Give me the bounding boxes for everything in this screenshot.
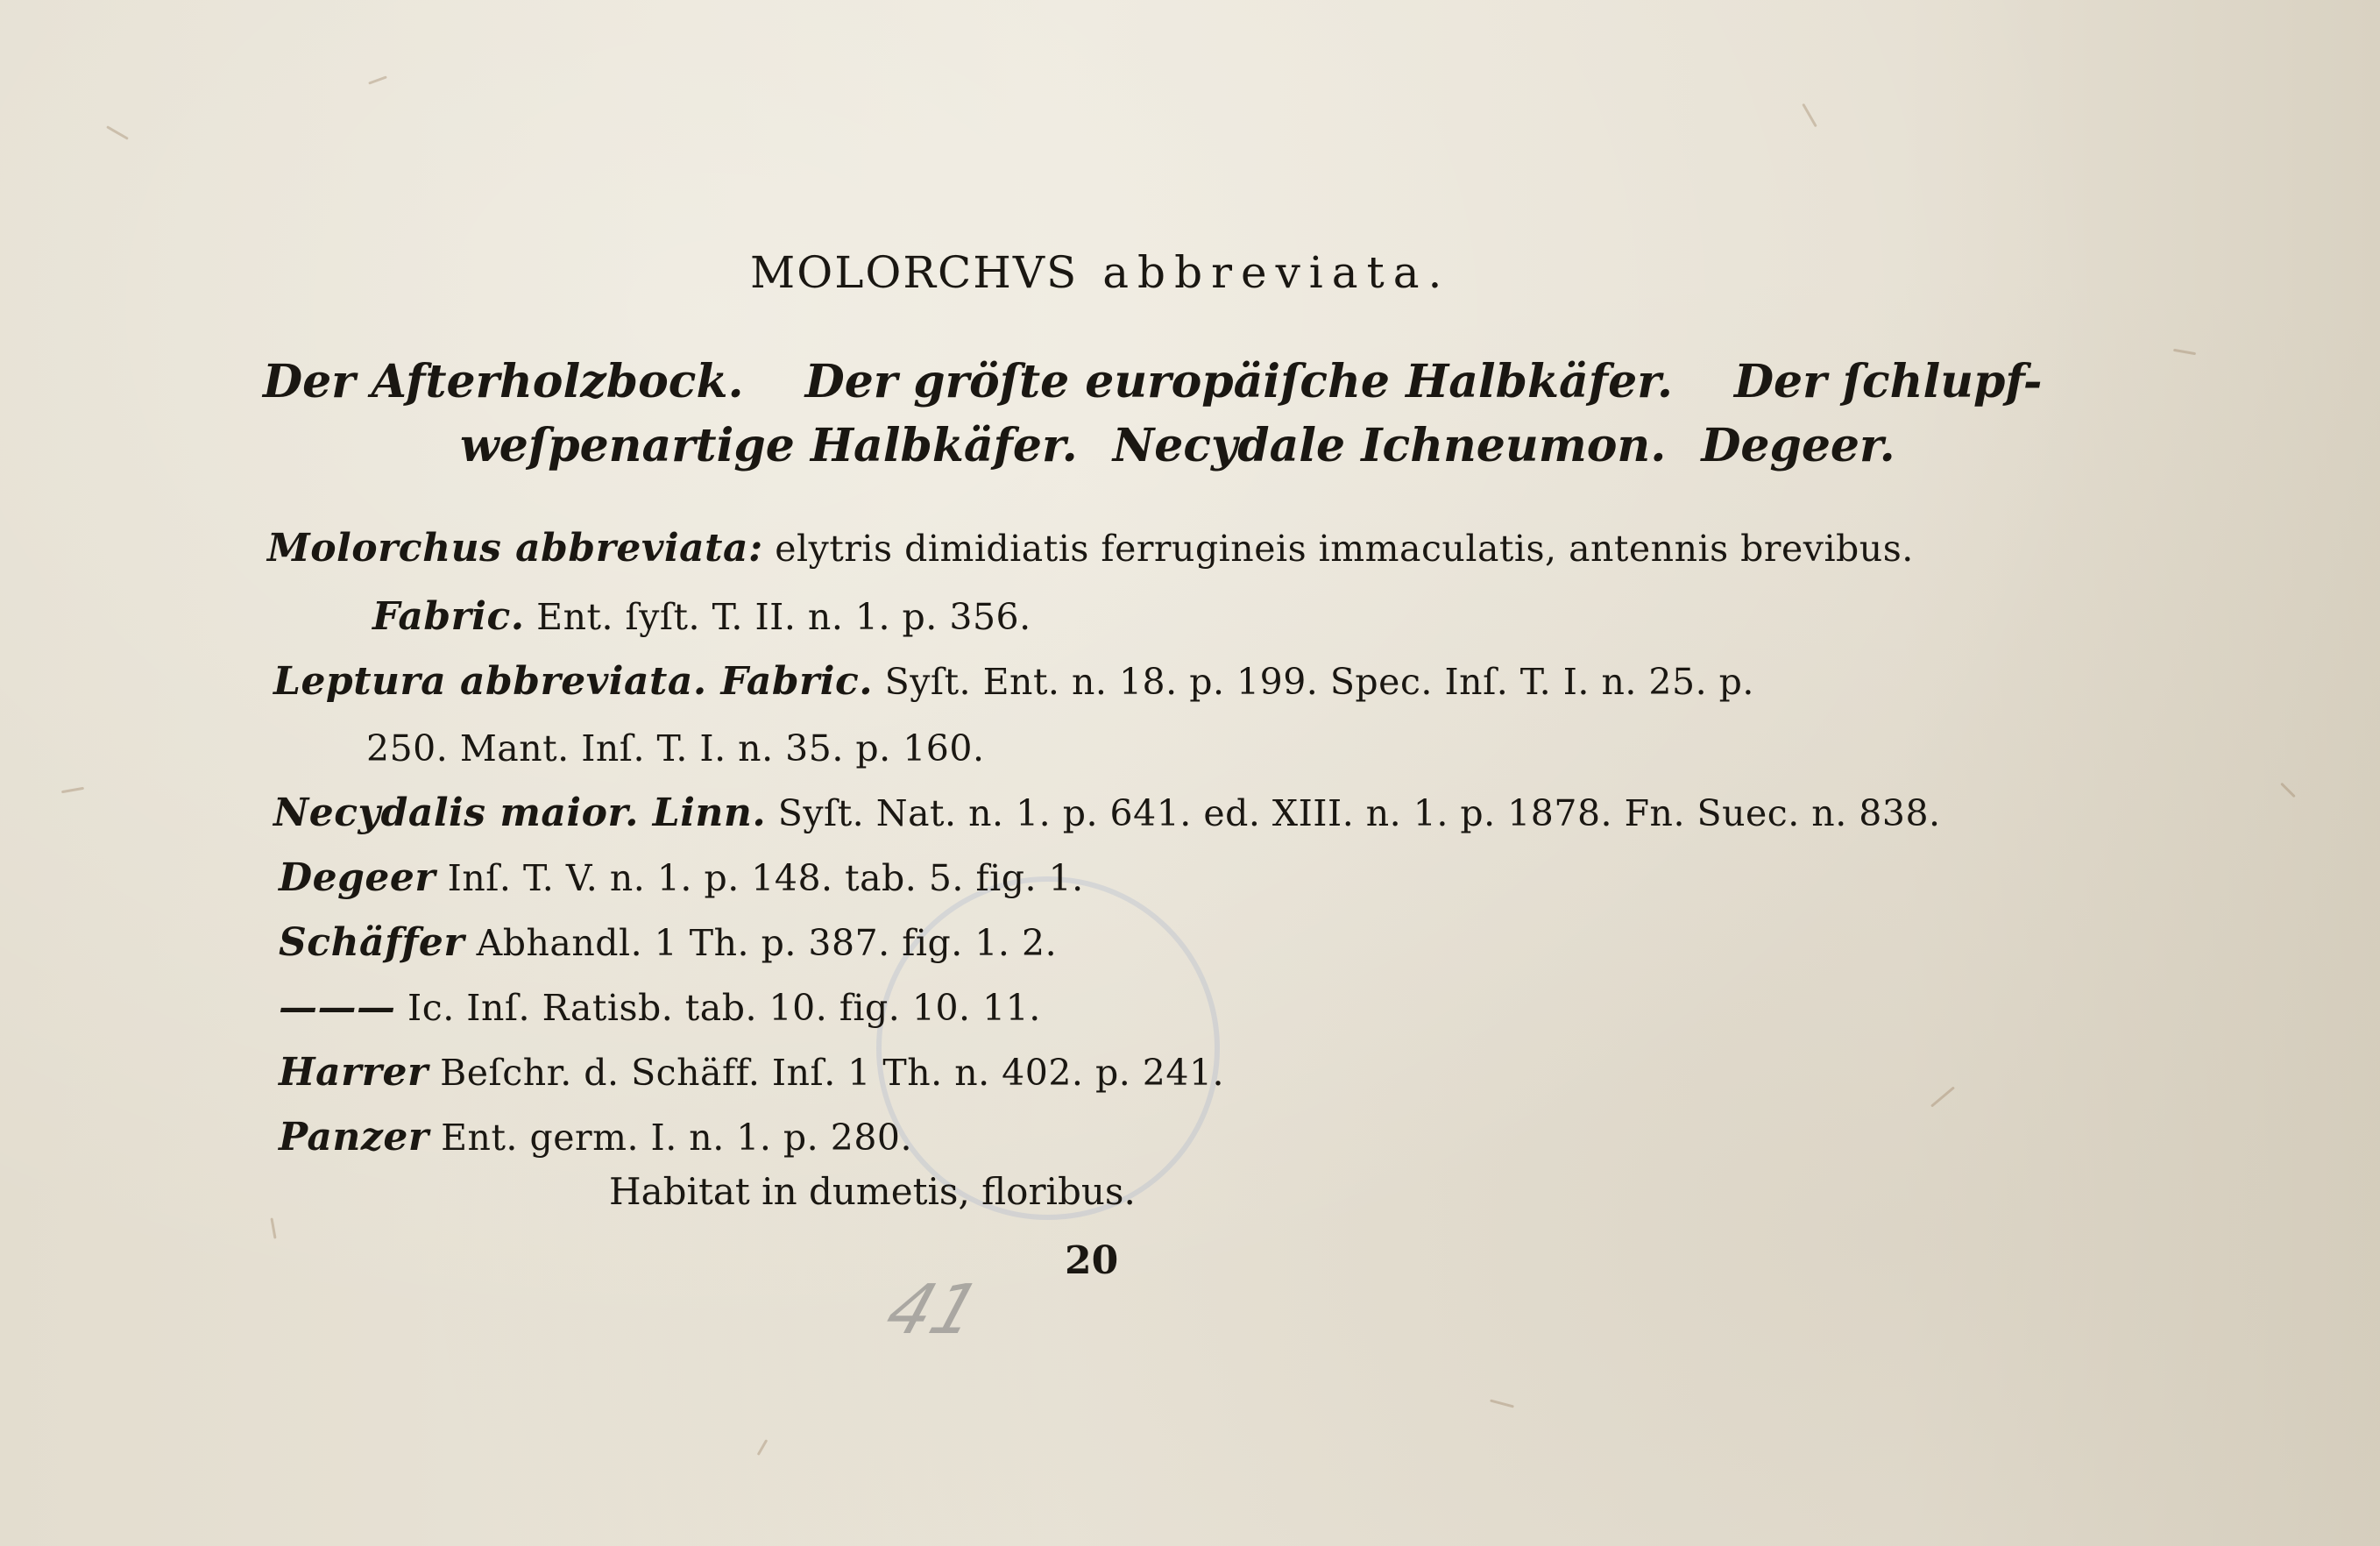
- synonym-author: Degeer: [279, 855, 436, 900]
- synonym-text: Ent. ſyſt. T. II. n. 1. p. 356.: [524, 596, 1031, 638]
- synonym-author: Harrer: [279, 1050, 429, 1095]
- german-name: Der gröſte europäiſche Halbkäfer.: [804, 355, 1673, 408]
- page-title: [750, 247, 1450, 298]
- paper-fibre: [2173, 349, 2196, 355]
- synonym-author: Fabric.: [372, 594, 525, 639]
- synonym-text: Abhandl. 1 Th. p. 387. fig. 1. 2.: [464, 922, 1058, 964]
- synonym-line: [279, 855, 1084, 900]
- synonym-line: [279, 1115, 912, 1160]
- paper-fibre: [757, 1439, 769, 1456]
- paper-fibre: [2280, 783, 2296, 798]
- synonym-text: Inſ. T. V. n. 1. p. 148. tab. 5. fig. 1.: [436, 857, 1084, 899]
- synonym-line: [366, 726, 985, 770]
- synonym-text: Ic. Inſ. Ratisb. tab. 10. fig. 10. 11.: [395, 987, 1041, 1029]
- paper-fibre: [1930, 1086, 1955, 1107]
- habitat-line: Habitat in dumetis, floribus.: [609, 1170, 1136, 1213]
- synonym-author: Leptura abbreviata. Fabric.: [273, 659, 874, 704]
- synonym-text: Syſt. Ent. n. 18. p. 199. Spec. Inſ. T. I. n. 25. p.: [873, 661, 1754, 703]
- title-genus: MOLORCHVS: [750, 247, 1079, 298]
- synonym-line: [279, 920, 1057, 965]
- german-name: Necydale Ichneumon.: [1112, 419, 1667, 472]
- synonym-line: [273, 791, 1941, 835]
- german-names-line-1: [263, 355, 2043, 408]
- synonym-author: Necydalis maior. Linn.: [273, 791, 767, 835]
- page-number: 20: [1065, 1238, 1119, 1283]
- paper-fibre: [1490, 1399, 1514, 1408]
- synonym-author: Panzer: [279, 1115, 429, 1160]
- german-name: Degeer.: [1701, 419, 1895, 472]
- synonym-line: [372, 594, 1031, 639]
- synonym-text: Beſchr. d. Schäff. Inſ. 1 Th. n. 402. p. 241.: [428, 1052, 1225, 1094]
- synonym-text: 250. Mant. Inſ. T. I. n. 35. p. 160.: [366, 727, 985, 769]
- synonym-author: ———: [279, 985, 396, 1030]
- german-name: Der ſchlupf-: [1733, 355, 2043, 408]
- synonym-text: Ent. germ. I. n. 1. p. 280.: [429, 1117, 913, 1159]
- paper-fibre: [270, 1217, 276, 1238]
- synonym-line: [279, 1050, 1224, 1095]
- paper-fibre: [106, 125, 129, 140]
- synonym-author: Molorchus abbreviata:: [267, 526, 763, 571]
- paper-fibre: [61, 787, 84, 793]
- synonym-line: [267, 526, 1914, 571]
- paper-fibre: [368, 75, 387, 84]
- synonym-line: [273, 659, 1754, 704]
- title-species: abbreviata.: [1102, 247, 1451, 298]
- synonym-line: [279, 985, 1041, 1030]
- paper-fibre: [1802, 103, 1817, 127]
- synonym-text: elytris dimidiatis ferrugineis immaculatis, antennis brevibus.: [762, 528, 1914, 570]
- synonym-text: Syſt. Nat. n. 1. p. 641. ed. XIII. n. 1. p. 1878. Fn. Suec. n. 838.: [766, 792, 1941, 834]
- german-name: weſpenartige Halbkäfer.: [460, 419, 1078, 472]
- pencil-annotation: 41: [876, 1271, 989, 1350]
- german-name: Der Afterholzbock.: [263, 355, 744, 408]
- german-names-line-2: [460, 419, 2213, 472]
- synonym-author: Schäffer: [279, 920, 465, 965]
